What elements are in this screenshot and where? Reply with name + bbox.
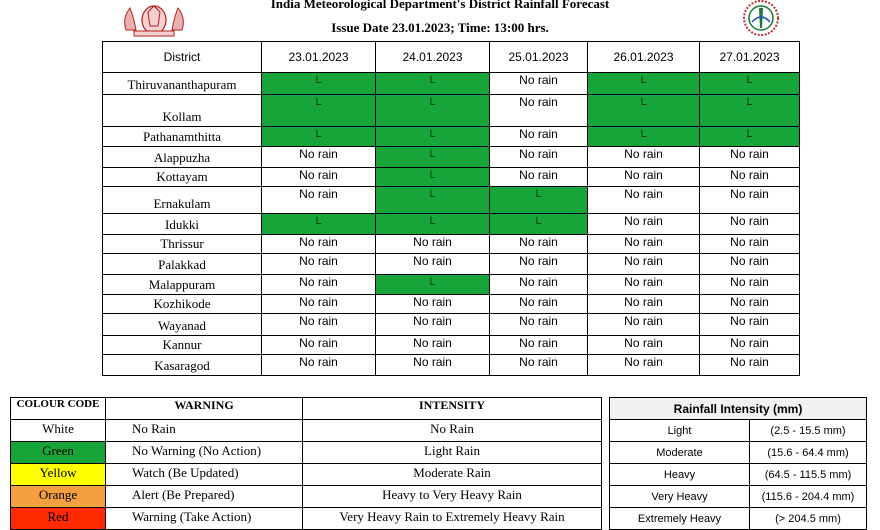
intensity-label: Moderate	[610, 442, 750, 464]
forecast-cell: L	[376, 73, 490, 95]
table-row	[103, 214, 800, 235]
table-row	[103, 355, 800, 376]
legend-row	[11, 508, 602, 530]
table-row	[103, 187, 800, 214]
forecast-cell: No rain	[262, 168, 376, 187]
date-column-header: 27.01.2023	[700, 42, 800, 73]
table-row	[103, 235, 800, 254]
district-name: Thiruvananthapuram	[103, 73, 262, 95]
forecast-cell: No rain	[262, 295, 376, 314]
intensity-text: Moderate Rain	[303, 464, 602, 486]
intensity-text: Heavy to Very Heavy Rain	[303, 486, 602, 508]
forecast-cell: L	[490, 214, 588, 235]
forecast-cell: No rain	[588, 214, 700, 235]
district-name: Thrissur	[103, 235, 262, 254]
warning-text: No Warning (No Action)	[106, 442, 303, 464]
intensity-row	[610, 486, 867, 508]
intensity-range: (2.5 - 15.5 mm)	[750, 420, 867, 442]
forecast-cell: No rain	[700, 295, 800, 314]
forecast-cell: No rain	[700, 147, 800, 168]
forecast-cell: L	[262, 127, 376, 147]
forecast-cell: No rain	[490, 127, 588, 147]
colour-code-legend	[10, 397, 602, 530]
intensity-range: (64.5 - 115.5 mm)	[750, 464, 867, 486]
colour-code-header: COLOUR CODE	[11, 398, 106, 420]
legend-row	[11, 420, 602, 442]
forecast-cell: No rain	[700, 314, 800, 336]
table-row	[103, 336, 800, 355]
warning-text: Watch (Be Updated)	[106, 464, 303, 486]
forecast-table	[102, 41, 800, 376]
intensity-text: Light Rain	[303, 442, 602, 464]
table-row	[103, 127, 800, 147]
intensity-range: (115.6 - 204.4 mm)	[750, 486, 867, 508]
district-name: Malappuram	[103, 275, 262, 295]
forecast-cell: L	[588, 95, 700, 127]
intensity-label: Extremely Heavy	[610, 508, 750, 530]
forecast-cell: No rain	[376, 295, 490, 314]
forecast-cell: No rain	[262, 235, 376, 254]
forecast-cell: No rain	[262, 275, 376, 295]
table-row	[103, 295, 800, 314]
forecast-cell: No rain	[588, 275, 700, 295]
issue-date: Issue Date 23.01.2023; Time: 13:00 hrs.	[331, 20, 549, 35]
forecast-cell: No rain	[376, 254, 490, 275]
intensity-text: No Rain	[303, 420, 602, 442]
date-column-header: 25.01.2023	[490, 42, 588, 73]
intensity-label: Very Heavy	[610, 486, 750, 508]
forecast-cell: No rain	[700, 355, 800, 376]
forecast-cell: No rain	[588, 295, 700, 314]
forecast-cell: No rain	[376, 336, 490, 355]
district-name: Kannur	[103, 336, 262, 355]
forecast-cell: No rain	[376, 355, 490, 376]
table-row	[103, 95, 800, 127]
legend-row	[11, 486, 602, 508]
forecast-header-row	[103, 42, 800, 73]
forecast-cell: No rain	[588, 314, 700, 336]
forecast-cell: No rain	[490, 168, 588, 187]
colour-code-swatch: Yellow	[11, 464, 106, 486]
forecast-cell: No rain	[700, 187, 800, 214]
forecast-cell: No rain	[262, 355, 376, 376]
forecast-cell: No rain	[700, 336, 800, 355]
warning-header: WARNING	[106, 398, 303, 420]
legend-row	[11, 442, 602, 464]
district-name: Palakkad	[103, 254, 262, 275]
table-row	[103, 314, 800, 336]
district-name: Kollam	[103, 95, 262, 127]
table-row	[103, 275, 800, 295]
forecast-cell: No rain	[700, 214, 800, 235]
forecast-cell: No rain	[490, 295, 588, 314]
forecast-cell: L	[376, 214, 490, 235]
forecast-cell: L	[262, 214, 376, 235]
forecast-cell: L	[376, 95, 490, 127]
forecast-cell: No rain	[588, 187, 700, 214]
forecast-cell: No rain	[262, 187, 376, 214]
intensity-header: INTENSITY	[303, 398, 602, 420]
forecast-cell: No rain	[490, 73, 588, 95]
forecast-cell: No rain	[588, 168, 700, 187]
district-name: Kottayam	[103, 168, 262, 187]
warning-text: No Rain	[106, 420, 303, 442]
forecast-cell: L	[376, 275, 490, 295]
intensity-row	[610, 420, 867, 442]
forecast-cell: No rain	[588, 254, 700, 275]
forecast-cell: No rain	[588, 355, 700, 376]
district-column-header: District	[103, 42, 262, 73]
forecast-cell: No rain	[490, 336, 588, 355]
intensity-row	[610, 464, 867, 486]
date-column-header: 23.01.2023	[262, 42, 376, 73]
district-name: Kasaragod	[103, 355, 262, 376]
date-column-header: 24.01.2023	[376, 42, 490, 73]
intensity-range: (15.6 - 64.4 mm)	[750, 442, 867, 464]
colour-code-swatch: White	[11, 420, 106, 442]
forecast-cell: No rain	[490, 275, 588, 295]
forecast-cell: No rain	[490, 235, 588, 254]
forecast-cell: L	[490, 187, 588, 214]
intensity-range: (> 204.5 mm)	[750, 508, 867, 530]
rainfall-intensity-table	[609, 397, 867, 530]
forecast-cell: No rain	[262, 254, 376, 275]
forecast-cell: No rain	[376, 235, 490, 254]
intensity-row	[610, 508, 867, 530]
forecast-cell: No rain	[490, 355, 588, 376]
imd-logo-icon	[738, 0, 784, 40]
forecast-cell: L	[588, 73, 700, 95]
forecast-cell: No rain	[262, 147, 376, 168]
forecast-cell: L	[700, 95, 800, 127]
district-name: Idukki	[103, 214, 262, 235]
forecast-cell: No rain	[490, 147, 588, 168]
legend-row	[11, 464, 602, 486]
forecast-cell: L	[700, 127, 800, 147]
forecast-cell: L	[588, 127, 700, 147]
district-name: Kozhikode	[103, 295, 262, 314]
forecast-cell: No rain	[490, 314, 588, 336]
forecast-cell: No rain	[490, 254, 588, 275]
table-row	[103, 168, 800, 187]
forecast-cell: L	[262, 95, 376, 127]
forecast-cell: No rain	[700, 235, 800, 254]
colour-code-swatch: Green	[11, 442, 106, 464]
colour-code-swatch: Orange	[11, 486, 106, 508]
forecast-cell: No rain	[588, 147, 700, 168]
forecast-cell: L	[376, 147, 490, 168]
district-name: Wayanad	[103, 314, 262, 336]
forecast-cell: No rain	[700, 168, 800, 187]
intensity-text: Very Heavy Rain to Extremely Heavy Rain	[303, 508, 602, 530]
table-row	[103, 254, 800, 275]
colour-code-swatch: Red	[11, 508, 106, 530]
forecast-cell: L	[376, 168, 490, 187]
forecast-cell: No rain	[588, 235, 700, 254]
forecast-cell: No rain	[376, 314, 490, 336]
forecast-cell: No rain	[262, 314, 376, 336]
forecast-cell: L	[262, 73, 376, 95]
district-name: Ernakulam	[103, 187, 262, 214]
intensity-label: Light	[610, 420, 750, 442]
forecast-cell: No rain	[588, 336, 700, 355]
page-title: India Meteorological Department's District Rainfall Forecast	[270, 0, 610, 11]
forecast-cell: L	[376, 127, 490, 147]
warning-text: Warning (Take Action)	[106, 508, 303, 530]
district-name: Pathanamthitta	[103, 127, 262, 147]
date-column-header: 26.01.2023	[588, 42, 700, 73]
forecast-cell: No rain	[700, 254, 800, 275]
table-row	[103, 73, 800, 95]
forecast-cell: No rain	[700, 275, 800, 295]
forecast-cell: L	[700, 73, 800, 95]
rainfall-intensity-title: Rainfall Intensity (mm)	[610, 398, 867, 420]
forecast-cell: No rain	[490, 95, 588, 127]
forecast-cell: L	[376, 187, 490, 214]
intensity-row	[610, 442, 867, 464]
intensity-label: Heavy	[610, 464, 750, 486]
warning-text: Alert (Be Prepared)	[106, 486, 303, 508]
table-row	[103, 147, 800, 168]
district-name: Alappuzha	[103, 147, 262, 168]
forecast-cell: No rain	[262, 336, 376, 355]
